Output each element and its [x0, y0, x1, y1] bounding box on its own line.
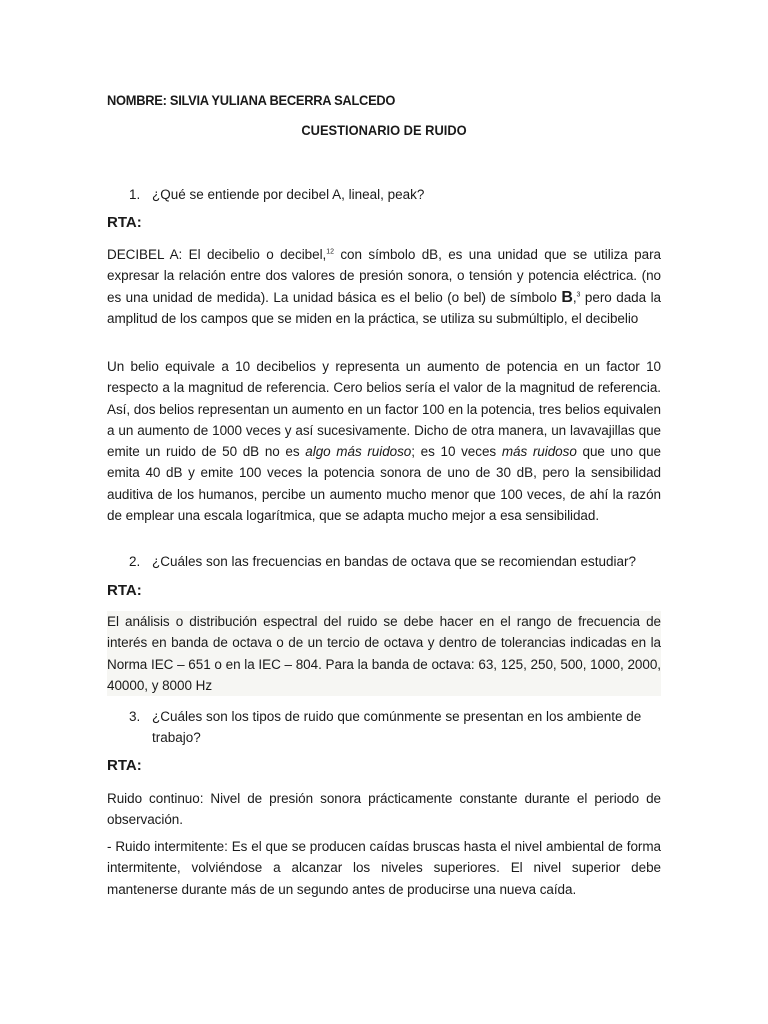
question-1-number: 1. [129, 187, 141, 202]
answer-1-paragraph-2 [107, 356, 661, 526]
question-3 [129, 706, 669, 748]
student-name: NOMBRE: SILVIA YULIANA BECERRA SALCEDO [107, 92, 396, 108]
question-1 [129, 184, 669, 205]
question-2 [129, 551, 669, 572]
bel-symbol: B [561, 288, 573, 306]
answer-1-p2-italic-1: algo más ruidoso [305, 444, 412, 460]
answer-1-p2-part-a: Un belio equivale a 10 decibelios y representa un aumento de potencia en un factor 10 respecto a la magnitud de referencia. Cero belios sería el valor de la magnitud de referencia. Así, dos belios representan un aumento en un factor 100 en la potencia, tres belios equivalen a un aumento de 1000 veces y así sucesivamente. Dicho de otra manera, un lavavajillas que emite un ruido de 50 dB no es [107, 359, 661, 460]
answer-1-p1-part-c: pero dada la amplitud de los campos que se miden en la práctica, se utiliza su submúltiplo, el decibelio [107, 289, 661, 326]
footnote-ref-3: 3 [576, 291, 581, 299]
question-1-text: ¿Qué se entiende por decibel A, lineal, peak? [152, 187, 425, 202]
question-3-text: ¿Cuáles son los tipos de ruido que comúnmente se presentan en los ambiente de trabajo? [152, 709, 642, 745]
answer-1-p2-part-b: ; es 10 veces [411, 444, 502, 460]
answer-1-p1-part-a: DECIBEL A: El decibelio o decibel, [107, 247, 327, 262]
question-2-text: ¿Cuáles son las frecuencias en bandas de octava que se recomiendan estudiar? [152, 554, 637, 569]
answer-2-label: RTA: [107, 582, 142, 599]
document-title [31, 122, 738, 138]
answer-1-paragraph-1 [107, 244, 661, 329]
answer-1-p1-part-b: con símbolo dB, es una unidad que se utiliza para expresar la relación entre dos valores de presión sonora, o tensión y potencia eléctrica. (no es una unidad de medida). La unidad básica es el belio (o bel) de símbolo [107, 247, 661, 305]
answer-3-paragraph-2: - Ruido intermitente: Es el que se producen caídas bruscas hasta el nivel ambiental de forma intermitente, volviéndose a alcanzar los niveles superiores. El nivel superior debe mantenerse durante más de un segundo antes de producirse una nueva caída. [107, 839, 661, 897]
document-title-text: CUESTIONARIO DE RUIDO [301, 122, 467, 138]
question-2-number: 2. [129, 554, 141, 569]
answer-1-p1-comma: , [572, 289, 577, 305]
answer-1-p2-italic-2: más ruidoso [501, 444, 577, 460]
footnote-ref-12: 12 [326, 248, 334, 256]
answer-1-p2-part-c: que uno que emita 40 dB y emite 100 veces la potencia sonora de uno de 30 dB, pero la sensibilidad auditiva de los humanos, percibe un aumento mucho menor que 100 veces, de ahí la razón de emplear una escala logarítmica, que se adapta mucho mejor a esa sensibilidad. [107, 444, 661, 524]
question-3-number: 3. [129, 709, 141, 724]
answer-2-paragraph: El análisis o distribución espectral del ruido se debe hacer en el rango de frecuencia de interés en banda de octava o de un tercio de octava y dentro de tolerancias indicadas en la Norma IEC – 651 o en la IEC – 804. Para la banda de octava: 63, 125, 250, 500, 1000, 2000, 40000, y 8000 Hz [107, 611, 661, 696]
answer-3-paragraph-1: Ruido continuo: Nivel de presión sonora prácticamente constante durante el periodo de observación. [107, 791, 661, 828]
answer-3-label: RTA: [107, 757, 142, 774]
answer-1-label: RTA: [107, 214, 142, 231]
